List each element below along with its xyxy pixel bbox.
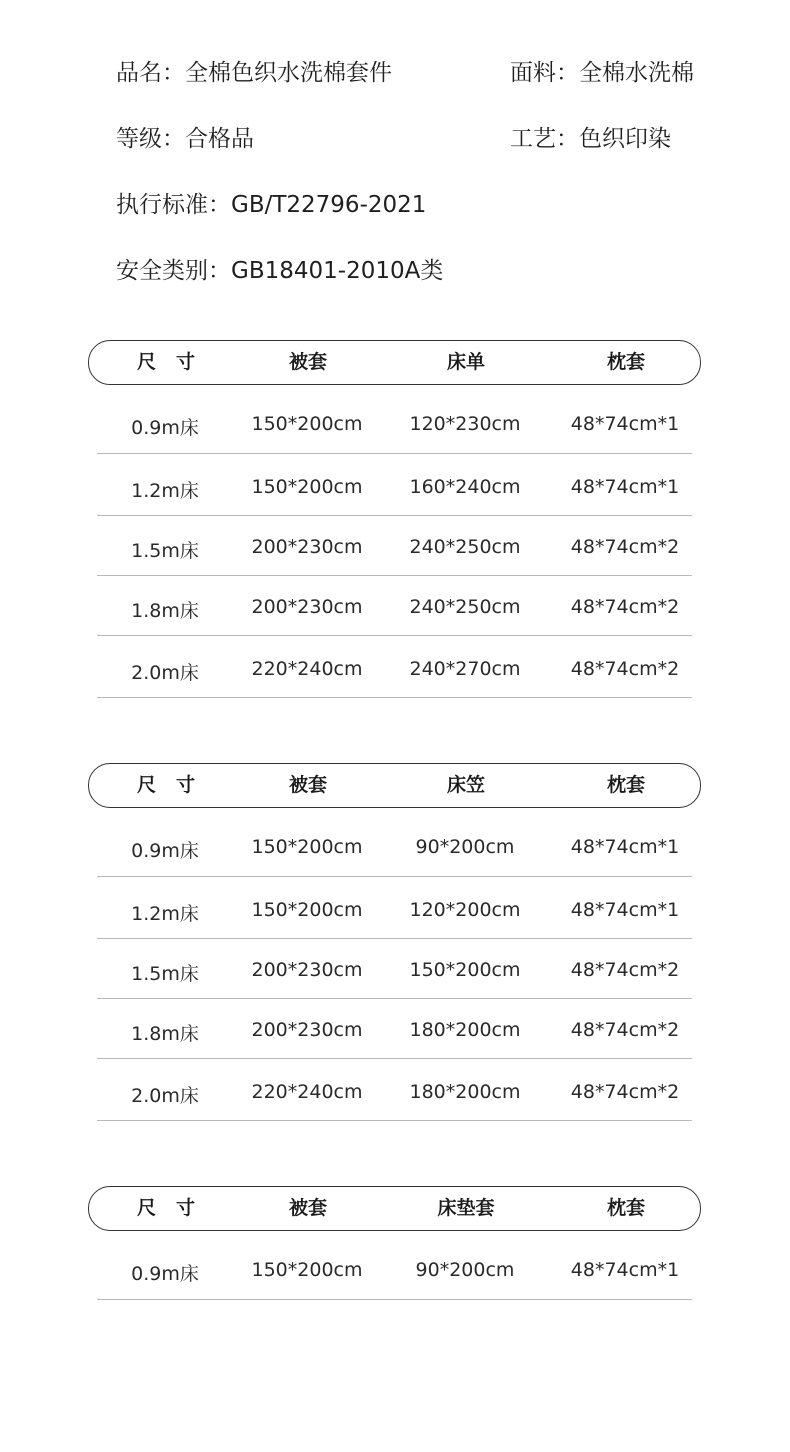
cell-bed-sheet: 240*270cm	[409, 658, 521, 680]
cell-pillowcase: 48*74cm*2	[570, 1019, 680, 1041]
size-table-mattress-cover	[88, 1186, 701, 1306]
cell-duvet-cover: 200*230cm	[251, 596, 363, 618]
cell-pillowcase: 48*74cm*1	[570, 899, 680, 921]
cell-duvet-cover: 150*200cm	[251, 476, 363, 498]
cell-duvet-cover: 150*200cm	[251, 899, 363, 921]
table-header	[88, 1186, 701, 1231]
table-row	[97, 999, 692, 1059]
header-duvet-cover: 被套	[288, 774, 327, 796]
header-size: 尺寸	[136, 774, 215, 796]
cell-size: 0.9m床	[131, 417, 199, 439]
cell-duvet-cover: 150*200cm	[251, 1259, 363, 1281]
cell-pillowcase: 48*74cm*1	[570, 413, 680, 435]
table-header	[88, 763, 701, 808]
size-table-fitted-sheet	[88, 763, 701, 1123]
cell-fitted-sheet: 120*200cm	[409, 899, 521, 921]
cell-fitted-sheet: 180*200cm	[409, 1019, 521, 1041]
header-pillowcase: 枕套	[606, 351, 645, 373]
cell-size: 1.8m床	[131, 600, 199, 622]
header-bed-sheet: 床单	[446, 351, 485, 373]
table-header	[88, 340, 701, 385]
header-duvet-cover: 被套	[288, 351, 327, 373]
spec-grade: 等级：合格品	[116, 126, 254, 152]
cell-size: 1.5m床	[131, 540, 199, 562]
cell-duvet-cover: 200*230cm	[251, 959, 363, 981]
cell-bed-sheet: 240*250cm	[409, 536, 521, 558]
cell-fitted-sheet: 150*200cm	[409, 959, 521, 981]
cell-pillowcase: 48*74cm*2	[570, 596, 680, 618]
header-mattress-cover: 床垫套	[437, 1197, 495, 1219]
table-row	[97, 877, 692, 939]
cell-pillowcase: 48*74cm*1	[570, 836, 680, 858]
cell-pillowcase: 48*74cm*2	[570, 658, 680, 680]
cell-pillowcase: 48*74cm*2	[570, 536, 680, 558]
table-row	[97, 384, 692, 454]
cell-bed-sheet: 120*230cm	[409, 413, 521, 435]
spec-product-name: 品名：全棉色织水洗棉套件	[116, 60, 392, 86]
cell-size: 2.0m床	[131, 1085, 199, 1107]
cell-size: 2.0m床	[131, 662, 199, 684]
header-size: 尺寸	[136, 1197, 215, 1219]
cell-fitted-sheet: 90*200cm	[415, 836, 515, 858]
cell-duvet-cover: 150*200cm	[251, 836, 363, 858]
table-row	[97, 1059, 692, 1121]
cell-pillowcase: 48*74cm*1	[570, 476, 680, 498]
cell-mattress-cover: 90*200cm	[415, 1259, 515, 1281]
cell-size: 1.2m床	[131, 480, 199, 502]
cell-bed-sheet: 240*250cm	[409, 596, 521, 618]
cell-duvet-cover: 220*240cm	[251, 1081, 363, 1103]
cell-size: 1.8m床	[131, 1023, 199, 1045]
header-pillowcase: 枕套	[606, 1197, 645, 1219]
cell-pillowcase: 48*74cm*2	[570, 1081, 680, 1103]
cell-pillowcase: 48*74cm*2	[570, 959, 680, 981]
cell-size: 1.2m床	[131, 903, 199, 925]
spec-craft: 工艺：色织印染	[510, 126, 671, 152]
header-fitted-sheet: 床笠	[446, 774, 485, 796]
table-row	[97, 939, 692, 999]
cell-pillowcase: 48*74cm*1	[570, 1259, 680, 1281]
cell-size: 0.9m床	[131, 1263, 199, 1285]
spec-standard: 执行标准：GB/T22796-2021	[116, 192, 427, 218]
table-row	[97, 1230, 692, 1300]
header-pillowcase: 枕套	[606, 774, 645, 796]
cell-duvet-cover: 220*240cm	[251, 658, 363, 680]
table-row	[97, 454, 692, 516]
table-row	[97, 576, 692, 636]
table-row	[97, 807, 692, 877]
header-size: 尺寸	[136, 351, 215, 373]
cell-duvet-cover: 150*200cm	[251, 413, 363, 435]
cell-bed-sheet: 160*240cm	[409, 476, 521, 498]
cell-size: 0.9m床	[131, 840, 199, 862]
size-table-sheet	[88, 340, 701, 700]
spec-safety-class: 安全类别：GB18401-2010A类	[116, 258, 444, 284]
spec-fabric: 面料：全棉水洗棉	[510, 60, 694, 86]
cell-size: 1.5m床	[131, 963, 199, 985]
cell-duvet-cover: 200*230cm	[251, 1019, 363, 1041]
header-duvet-cover: 被套	[288, 1197, 327, 1219]
table-row	[97, 516, 692, 576]
table-row	[97, 636, 692, 698]
cell-duvet-cover: 200*230cm	[251, 536, 363, 558]
cell-fitted-sheet: 180*200cm	[409, 1081, 521, 1103]
